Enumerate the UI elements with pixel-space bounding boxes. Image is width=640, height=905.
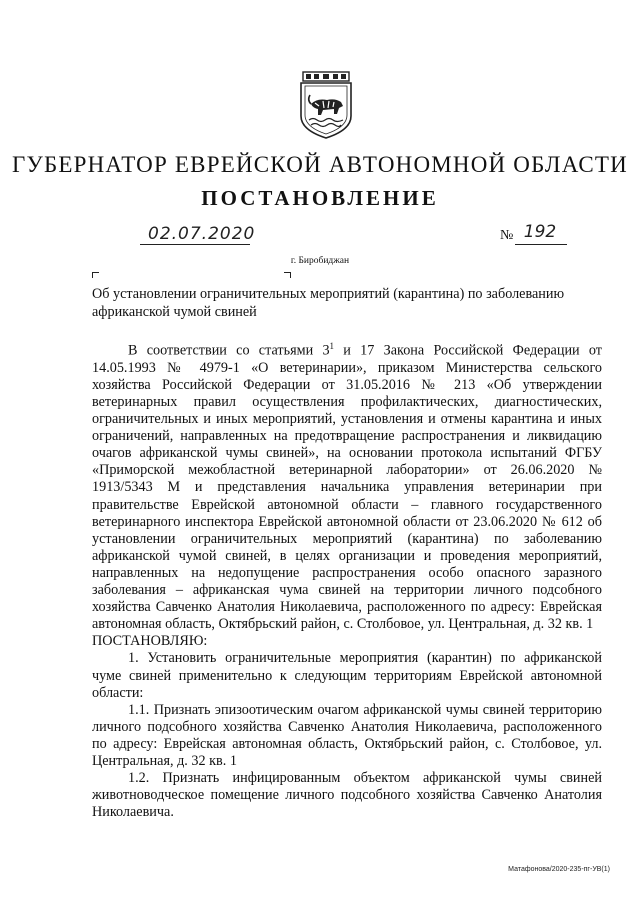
document-number: 192 xyxy=(523,222,557,242)
footer-code: Матафонова/2020-235-пг-УВ(1) xyxy=(508,866,610,873)
item-1-2: 1.2. Признать инфицированным объектом африканской чумы свиней животноводческое помещение личного подсобного хозяйства Савченко Анатолия Николаевича. xyxy=(92,770,602,821)
subject-corner-left xyxy=(92,272,99,278)
number-underline xyxy=(515,244,567,245)
item-1-1: 1.1. Признать эпизоотическим очагом африканской чумы свиней территорию личного подсобного хозяйства Савченко Анатолия Николаевича, расположенного по адресу: Еврейская автономная область, Октябрьский район, с. Столбовое, ул. Центральная, д. 32 кв. 1 xyxy=(92,701,602,769)
preamble-paragraph: В соответствии со статьями $3^1$ и 17 Закона Российской Федерации от 14.05.1993 № 4979-1 «О ветеринарии», приказом Министерства сельского хозяйства Российской Федерации от 31.05.2016 № 213 «Об утверждении ветеринарных правил осуществления профилактических, диагностических, ограничительных и иных мероприятий, установления и отмены карантина и иных ограничений, направленных на предотвращение распространения и ликвидацию очагов африканской чумы свиней», на основании протокола испытаний ФГБУ «Приморской межобластной ветеринарной лаборатории» от 26.06.2020 № 1913/5343 М и представления начальника управления ветеринарии при правительстве Еврейской автономной области – главного государственного ветеринарного инспектора Еврейской автономной области от 23.06.2020 № 612 об установлении ограничительных мероприятий (карантина) по заболеванию африканской чумой свиней, в целях организации и проведения мероприятий, направленных на недопущение распространения особо опасного заразного заболевания – африканская чума свиней на территории личного подсобного хозяйства Савченко Анатолия Николаевича, расположенного по адресу: Еврейская автономная область, Октябрьский район, с. Столбовое, ул. Центральная, д. 32 кв. 1 xyxy=(92,341,602,633)
document-body xyxy=(92,338,602,821)
subject-corner-right xyxy=(284,272,291,278)
document-type-title: ПОСТАНОВЛЕНИЕ xyxy=(201,186,439,210)
date-underline xyxy=(140,244,250,245)
city-label: г. Биробиджан xyxy=(290,256,350,266)
number-sign: № xyxy=(500,228,514,243)
document-date: 02.07.2020 xyxy=(148,224,256,244)
document-subject: Об установлении ограничительных мероприятий (карантина) по заболеванию африканской чумой свиней xyxy=(92,286,565,320)
decree-word: ПОСТАНОВЛЯЮ: xyxy=(92,633,208,650)
governor-title: ГУБЕРНАТОР ЕВРЕЙСКОЙ АВТОНОМНОЙ ОБЛАСТИ xyxy=(11,152,628,177)
coat-of-arms-icon xyxy=(297,70,355,140)
item-1: 1. Установить ограничительные мероприятия (карантин) по африканской чуме свиней применительно к следующим территориям Еврейской автономной области: xyxy=(92,650,602,701)
